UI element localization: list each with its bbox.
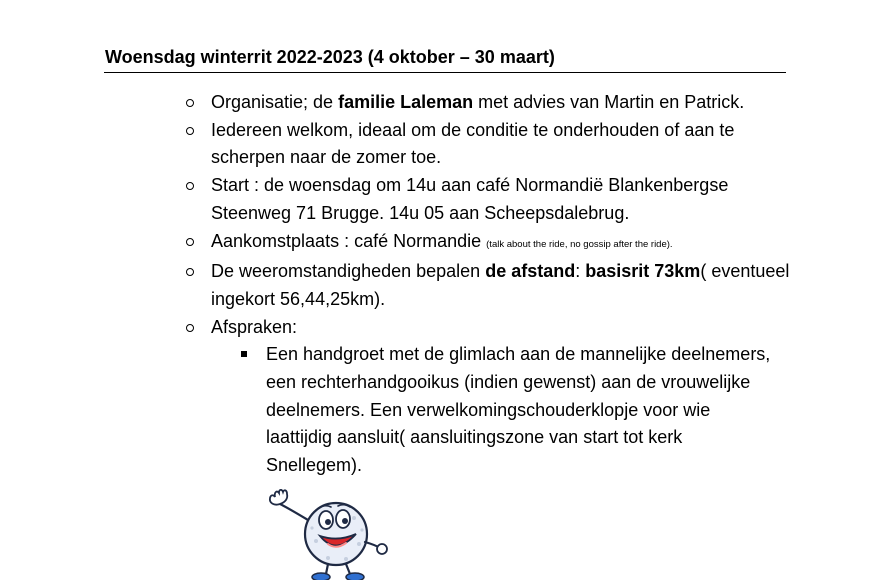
start-text: Start : de woensdag om 14u aan café Normandië Blankenbergse Steenweg 71 Brugge. 14u 05 aan Scheepsdalebrug. <box>211 175 729 223</box>
afspraken-text: Afspraken: <box>211 316 298 337</box>
list-item-afstand <box>0 258 791 313</box>
afstand-text-post: ( eventueel ingekort 56,44,25km). <box>211 261 790 309</box>
circle-bullet-icon <box>186 324 194 332</box>
welkom-text: Iedereen welkom, ideaal om de conditie te onderhouden of aan te scherpen naar de zomer toe. <box>211 119 735 168</box>
title-underline <box>104 72 786 73</box>
aankomst-text: Aankomstplaats : café Normandie <box>211 230 487 251</box>
info-list <box>0 89 880 480</box>
sublist-item-handgroet <box>211 341 776 480</box>
basisrit-text-bold: basisrit 73km <box>585 261 701 282</box>
circle-bullet-icon <box>186 238 194 246</box>
list-item-welkom <box>0 117 791 172</box>
square-bullet-icon <box>241 351 247 357</box>
aankomst-note: (talk about the ride, no gossip after the ride). <box>486 238 673 250</box>
circle-bullet-icon <box>186 182 194 190</box>
afstand-text-mid: : <box>575 261 586 282</box>
organisatie-text-bold: familie Laleman <box>338 92 474 112</box>
organisatie-text-pre: Organisatie; de <box>211 92 339 112</box>
list-item-afspraken <box>0 314 791 480</box>
organisatie-text-post: met advies van Martin en Patrick. <box>473 92 745 112</box>
list-item-start <box>0 172 791 227</box>
circle-bullet-icon <box>186 127 194 135</box>
afspraken-sublist <box>211 341 791 480</box>
list-item-aankomst <box>0 228 791 259</box>
afstand-text-bold: de afstand <box>485 261 576 282</box>
waving-smiley-ball-icon <box>264 486 390 580</box>
list-item-organisatie <box>0 89 791 117</box>
document-title: Woensdag winterrit 2022-2023 (4 oktober – 30 maart) <box>105 47 555 67</box>
circle-bullet-icon <box>186 268 194 276</box>
circle-bullet-icon <box>186 99 194 107</box>
handgroet-text: Een handgroet met de glimlach aan de mannelijke deelnemers, een rechterhandgooikus (indien gewenst) aan de vrouwelijke deelnemers. Een verwelkomingschouderklopje voor wie laattijdig aansluit( aansluitingszone van start tot kerk Snellegem). <box>266 344 771 476</box>
afstand-text-pre: De weeromstandigheden bepalen <box>211 261 486 282</box>
